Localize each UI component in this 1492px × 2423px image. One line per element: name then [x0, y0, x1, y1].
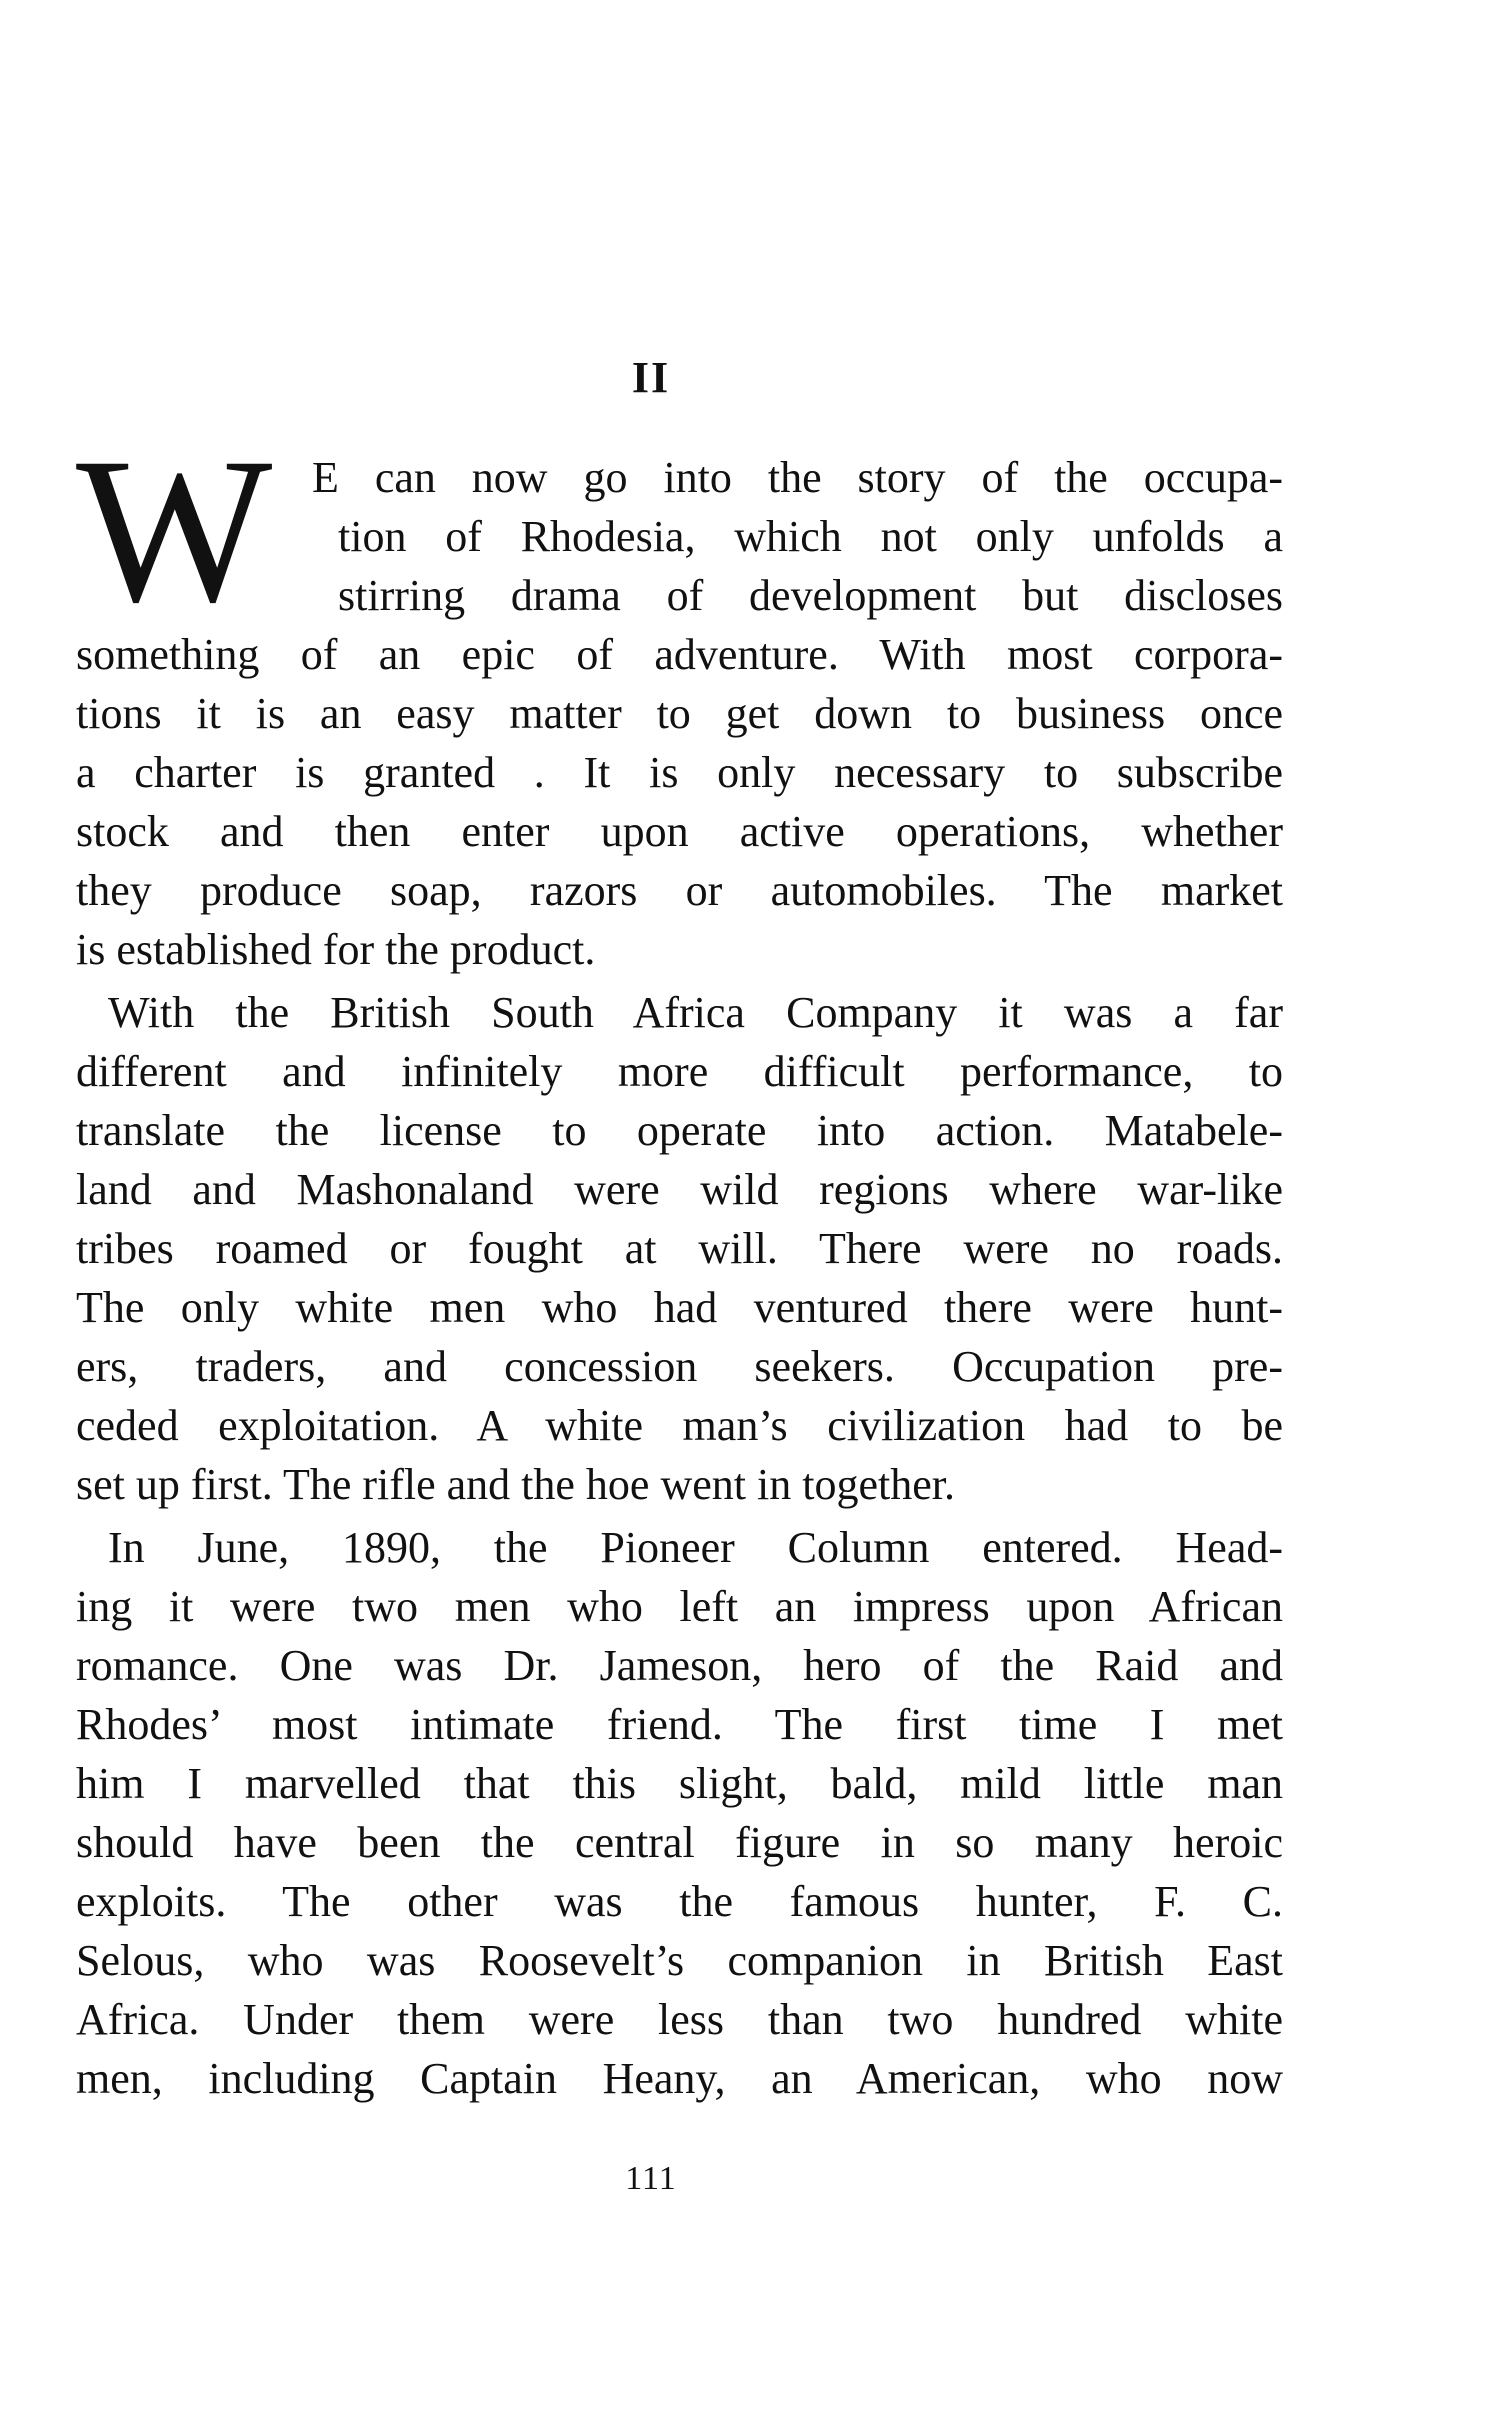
chapter-number: II	[631, 353, 671, 402]
text-line: should have been the central figure in so many heroic	[76, 1818, 1283, 1867]
text-line: they produce soap, razors or automobiles. The market	[76, 866, 1283, 915]
text-line: something of an epic of adventure. With most corpora-	[76, 630, 1283, 679]
page-number: 111	[625, 2160, 677, 2197]
text-line: With the British South Africa Company it was a far	[108, 988, 1283, 1037]
text-line: a charter is granted . It is only necessary to subscribe	[76, 748, 1283, 797]
paragraph-1	[76, 448, 1283, 979]
text-line: exploits. The other was the famous hunter, F. C.	[76, 1877, 1283, 1926]
text-line: E can now go into the story of the occupa-	[312, 453, 1283, 502]
text-line: land and Mashonaland were wild regions where war-like	[76, 1165, 1283, 1214]
text-line: romance. One was Dr. Jameson, hero of the Raid and	[76, 1641, 1283, 1690]
text-line: Selous, who was Roosevelt’s companion in British East	[76, 1936, 1283, 1985]
text-line: tions it is an easy matter to get down to business once	[76, 689, 1283, 738]
text-line: Africa. Under them were less than two hundred white	[76, 1995, 1283, 2044]
paragraph-3	[76, 1518, 1283, 2108]
text-line: Rhodes’ most intimate friend. The first time I met	[76, 1700, 1283, 1749]
text-line: ers, traders, and concession seekers. Occupation pre-	[76, 1342, 1283, 1391]
paragraph-2	[76, 983, 1283, 1514]
drop-cap-letter: W	[76, 415, 273, 645]
text-line: him I marvelled that this slight, bald, mild little man	[76, 1759, 1283, 1808]
text-line: The only white men who had ventured there were hunt-	[76, 1283, 1283, 1332]
text-line: tion of Rhodesia, which not only unfolds a	[338, 512, 1283, 561]
text-line: men, including Captain Heany, an American, who now	[76, 2054, 1283, 2103]
text-line: stirring drama of development but discloses	[338, 571, 1283, 620]
text-line: tribes roamed or fought at will. There were no roads.	[76, 1224, 1283, 1273]
text-line: is established for the product.	[76, 925, 596, 974]
text-line: ing it were two men who left an impress upon African	[76, 1582, 1283, 1631]
text-line: stock and then enter upon active operations, whether	[76, 807, 1283, 856]
body-text	[76, 448, 1283, 2108]
text-line: In June, 1890, the Pioneer Column entered. Head-	[108, 1523, 1283, 1572]
text-line: different and infinitely more difficult performance, to	[76, 1047, 1283, 1096]
text-line: ceded exploitation. A white man’s civilization had to be	[76, 1401, 1283, 1450]
text-line: translate the license to operate into action. Matabele-	[76, 1106, 1283, 1155]
text-line: set up first. The rifle and the hoe went in together.	[76, 1460, 955, 1509]
